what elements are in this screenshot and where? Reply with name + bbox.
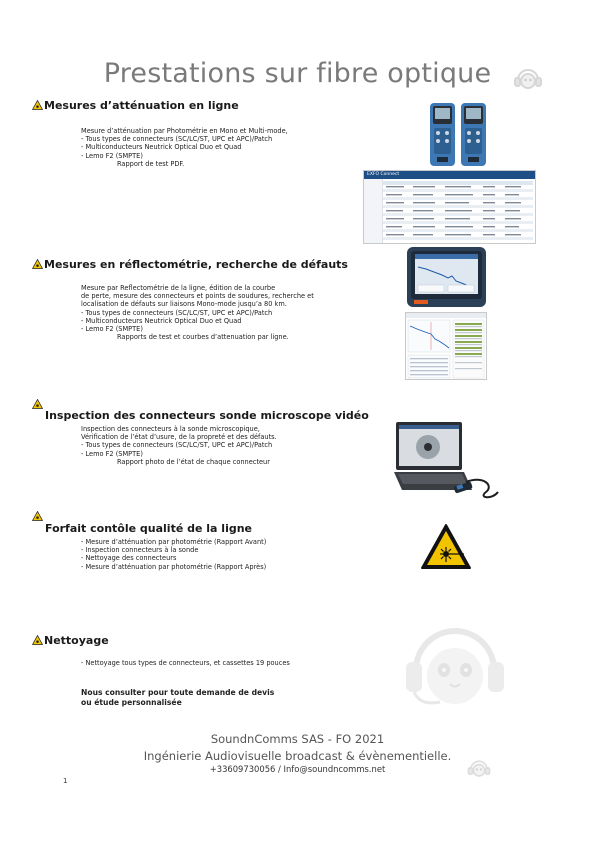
section-heading: [32, 398, 44, 411]
warning-triangle-icon: [32, 399, 43, 409]
section-heading-text: Inspection des connecteurs sonde microscope vidéo: [45, 409, 369, 422]
section-body: Mesure par Reflectométrie de la ligne, édition de la courbe de perte, mesure des connecteurs et points de soudures, recherche et localisation de défauts sur liaisons Mono-mode jusqu’a 80 km. - Tous types de connecteurs (SC/LC/ST, UPC et APC)/Patch - Multiconducteurs Neutrick Optical Duo et Quad - Lemo F2 (SMPTE) Rapports de test et courbes d’attenuation par ligne.: [81, 284, 314, 342]
section-heading: Mesures en réflectométrie, recherche de défauts: [32, 258, 348, 271]
section-heading-text: Forfait contôle qualité de la ligne: [45, 522, 253, 535]
otdr-device-image: [406, 245, 487, 309]
power-meter-devices-image: [428, 100, 488, 168]
page-number: 1: [63, 777, 68, 785]
warning-triangle-icon: [32, 511, 43, 521]
warning-triangle-icon: [32, 259, 43, 269]
section-body: Mesure d’atténuation par Photométrie en Mono et Multi-mode, - Tous types de connecteurs (SC/LC/ST, UPC et APC)/Patch - Multiconducteurs Neutrick Optical Duo et Quad - Lemo F2 (SMPTE) Rapport de test PDF.: [81, 127, 288, 168]
warning-triangle-icon: [32, 100, 43, 110]
page-title: Prestations sur fibre optique: [103, 58, 492, 89]
headphone-panda-logo: [466, 754, 492, 780]
footer-company: SoundnComms SAS - FO 2021: [210, 732, 385, 746]
otdr-trace-screenshot: [405, 312, 487, 380]
section-body: - Mesure d’atténuation par photométrie (Rapport Avant) - Inspection connecteurs à la sonde - Nettoyage des connecteurs - Mesure d’atténuation par photométrie (Rapport Après): [81, 538, 267, 571]
footer-tagline: Ingénierie Audiovisuelle broadcast & évènementielle.: [143, 749, 452, 763]
contact-note: Nous consulter pour toute demande de devis ou étude personnalisée: [81, 688, 275, 707]
section-heading: [32, 510, 44, 523]
footer-contact: +33609730056 / Info@soundncomms.net: [209, 764, 386, 774]
section-body: Inspection des connecteurs à la sonde microscopique, Vérification de l’état d’usure, de la propreté et des défauts. - Tous types de connecteurs (SC/LC/ST, UPC et APC)/Patch - Lemo F2 (SMPTE) Rapport photo de l’état de chaque connecteur: [81, 425, 277, 466]
section-body: - Nettoyage tous types de connecteurs, et cassettes 19 pouces: [81, 659, 290, 667]
report-software-screenshot: [363, 170, 536, 244]
section-heading: Nettoyage: [32, 634, 109, 647]
headphone-panda-logo: [400, 612, 510, 712]
laser-hazard-icon: [420, 523, 472, 570]
screenshot-title: EXFO Connect: [364, 171, 535, 179]
section-heading: Mesures d’atténuation en ligne: [32, 99, 239, 112]
headphone-panda-logo: [512, 61, 544, 93]
warning-triangle-icon: [32, 635, 43, 645]
laptop-microscope-image: [394, 420, 502, 504]
